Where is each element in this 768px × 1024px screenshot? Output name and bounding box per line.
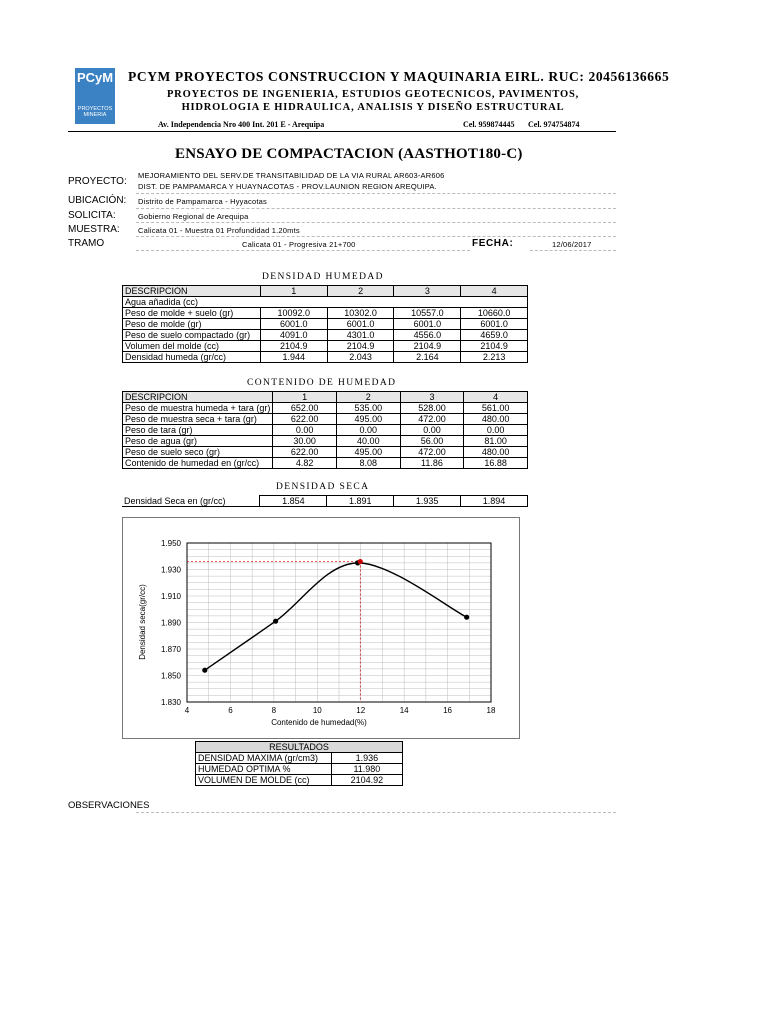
chart-xtick-label: 6 [228,706,233,715]
field-underline [136,222,616,223]
chart-data-point [202,668,207,673]
row-label: Peso de suelo seco (gr) [123,447,273,458]
company-logo [75,68,115,124]
tramo-value: Calicata 01 - Progresiva 21+700 [242,240,356,249]
company-services: PROYECTOS DE INGENIERIA, ESTUDIOS GEOTECNICOS, PAVIMENTOS, HIDROLOGIA E HIDRAULICA, ANALISIS Y DISEÑO ESTRUCTURAL [166,89,580,113]
company-address: Av. Independencia Nro 400 Int. 201 E - Arequipa [158,120,325,129]
table-cell: 4301.0 [327,330,394,341]
muestra-label: MUESTRA: [68,224,120,235]
company-name: PCYM PROYECTOS CONSTRUCCION Y MAQUINARIA EIRL. RUC: 20456136665 [128,69,670,84]
densidad-humeda-title: DENSIDAD HUMEDAD [262,272,384,282]
chart-ytick-label: 1.890 [160,618,181,628]
table-row [123,352,528,363]
chart-max-point [358,559,363,564]
document-title: ENSAYO DE COMPACTACION (AASTHOT180-C) [175,146,523,162]
chart-data-point [273,619,278,624]
field-underline [530,250,616,251]
muestra-value: Calicata 01 - Muestra 01 Profundidad 1.20mts [138,226,300,235]
header-cell: DESCRIPCION [123,286,261,297]
table-cell: 2104.9 [461,341,528,352]
fecha-value: 12/06/2017 [552,240,592,249]
table-row [196,753,403,764]
chart-xtick-label: 16 [443,706,453,715]
chart-xlabel: Contenido de humedad(%) [271,718,367,727]
table-cell: 10092.0 [260,308,327,319]
chart-xtick-label: 18 [486,706,496,715]
row-label: VOLUMEN DE MOLDE (cc) [196,775,332,786]
solicita-label: SOLICITA: [68,210,116,221]
table-cell: 6001.0 [327,319,394,330]
row-label: Peso de muestra seca + tara (gr) [123,414,273,425]
table-cell: 2.213 [461,352,528,363]
table-cell: 10557.0 [394,308,461,319]
row-label: Densidad humeda (gr/cc) [123,352,261,363]
table-row [123,403,528,414]
table-cell: 1.891 [327,496,394,507]
row-label: Peso de molde + suelo (gr) [123,308,261,319]
ubicacion-label: UBICACIÓN: [68,195,127,206]
contenido-humedad-title: CONTENIDO DE HUMEDAD [247,378,397,388]
densidad-humeda-table [122,285,528,363]
table-cell: 0.00 [464,425,528,436]
header-cell: 4 [461,286,528,297]
table-cell: 8.08 [336,458,400,469]
header-cell: 2 [327,286,394,297]
table-row [123,319,528,330]
table-cell: 535.00 [336,403,400,414]
header-divider [68,131,616,132]
phone-1: Cel. 959874445 [463,120,515,129]
ubicacion-value: Distrito de Pampamarca - Hyyacotas [138,197,267,206]
logo-text: PCyM [76,70,114,85]
table-cell: 0.00 [273,425,337,436]
chart-data-point [464,615,469,620]
row-label: Densidad Seca en (gr/cc) [122,496,260,507]
table-cell: 6001.0 [461,319,528,330]
table-cell: 16.88 [464,458,528,469]
table-cell: 40.00 [336,436,400,447]
row-label: Peso de suelo compactado (gr) [123,330,261,341]
table-cell: 4.82 [273,458,337,469]
table-row [123,330,528,341]
table-cell: 11.980 [331,764,402,775]
table-row [123,308,528,319]
table-cell: 495.00 [336,447,400,458]
chart-ytick-label: 1.830 [160,698,181,707]
table-cell: 6001.0 [260,319,327,330]
proyecto-line-2: DIST. DE PAMPAMARCA Y HUAYNACOTAS - PROV.LAUNION REGION AREQUIPA. [138,182,437,191]
header-cell: 1 [260,286,327,297]
densidad-seca-table [122,495,528,507]
contenido-humedad-table [122,391,528,469]
table-cell: 4659.0 [461,330,528,341]
table-cell: 2.164 [394,352,461,363]
chart-xtick-label: 10 [312,706,322,715]
table-cell: 561.00 [464,403,528,414]
proyecto-line-1: MEJORAMIENTO DEL SERV.DE TRANSITABILIDAD DE LA VIA RURAL AR603-AR606 [138,171,445,180]
table-cell: 0.00 [336,425,400,436]
table-row [196,764,403,775]
table-cell: 0.00 [400,425,464,436]
table-cell: 2.043 [327,352,394,363]
table-row [123,297,528,308]
chart-series-line [205,563,467,670]
table-header-row [196,742,403,753]
row-label: Peso de molde (gr) [123,319,261,330]
table-cell: 622.00 [273,414,337,425]
observaciones-underline [136,812,616,813]
row-label: HUMEDAD OPTIMA % [196,764,332,775]
solicita-value: Gobierno Regional de Arequipa [138,212,249,221]
header-cell: DESCRIPCION [123,392,273,403]
row-label: Peso de tara (gr) [123,425,273,436]
table-cell: 81.00 [464,436,528,447]
table-cell: 2104.9 [394,341,461,352]
observaciones-label: OBSERVACIONES [68,800,150,811]
field-underline [136,236,616,237]
chart-xtick-label: 14 [399,706,409,715]
compaction-chart [122,517,520,739]
phone-2: Cel. 974754874 [528,120,580,129]
table-cell: 56.00 [400,436,464,447]
table-header-row [123,286,528,297]
table-cell: 1.894 [461,496,528,507]
row-label: Agua añadida (cc) [123,297,528,308]
chart-ytick-label: 1.850 [160,671,181,681]
table-cell: 1.854 [260,496,327,507]
header-cell: 3 [400,392,464,403]
table-row [123,341,528,352]
table-header-row [123,392,528,403]
table-cell: 472.00 [400,414,464,425]
table-cell: 480.00 [464,414,528,425]
table-cell: 495.00 [336,414,400,425]
table-cell: 2104.9 [260,341,327,352]
table-cell: 652.00 [273,403,337,414]
proyecto-label: PROYECTO: [68,176,127,187]
field-underline [136,208,616,209]
tramo-label: TRAMO [68,238,105,249]
table-cell: 30.00 [273,436,337,447]
table-row [122,496,528,507]
table-cell: 4556.0 [394,330,461,341]
header-cell: 3 [394,286,461,297]
row-label: Peso de agua (gr) [123,436,273,447]
table-cell: 4091.0 [260,330,327,341]
table-row [123,436,528,447]
table-row [196,775,403,786]
resultados-title: RESULTADOS [196,742,403,753]
field-underline [136,193,616,194]
chart-xtick-label: 4 [184,706,190,715]
field-underline [136,250,470,251]
table-cell: 11.86 [400,458,464,469]
table-cell: 10660.0 [461,308,528,319]
header-cell: 1 [273,392,337,403]
resultados-table [195,741,403,786]
table-row [123,458,528,469]
table-cell: 472.00 [400,447,464,458]
table-row [123,447,528,458]
header-cell: 4 [464,392,528,403]
row-label: Peso de muestra humeda + tara (gr) [123,403,273,414]
table-cell: 528.00 [400,403,464,414]
fecha-label: FECHA: [472,238,514,249]
table-row [123,414,528,425]
logo-subtext: PROYECTOS MINERIA [77,106,113,118]
table-cell: 1.935 [394,496,461,507]
row-label: Volumen del molde (cc) [123,341,261,352]
chart-ylabel: Densidad seca(gr/cc) [138,584,147,660]
header-cell: 2 [336,392,400,403]
table-cell: 2104.9 [327,341,394,352]
densidad-seca-title: DENSIDAD SECA [276,482,370,492]
chart-xtick-label: 8 [271,706,277,715]
table-cell: 2104.92 [331,775,402,786]
table-cell: 6001.0 [394,319,461,330]
row-label: Contenido de humedad en (gr/cc) [123,458,273,469]
table-cell: 1.944 [260,352,327,363]
chart-ytick-label: 1.930 [160,565,181,575]
table-row [123,425,528,436]
table-cell: 10302.0 [327,308,394,319]
row-label: DENSIDAD MAXIMA (gr/cm3) [196,753,332,764]
chart-ytick-label: 1.950 [160,539,181,548]
chart-svg [123,518,519,738]
chart-xtick-label: 12 [356,706,366,715]
chart-ytick-label: 1.870 [160,645,181,654]
table-cell: 480.00 [464,447,528,458]
table-cell: 622.00 [273,447,337,458]
table-cell: 1.936 [331,753,402,764]
chart-ytick-label: 1.910 [160,592,181,601]
